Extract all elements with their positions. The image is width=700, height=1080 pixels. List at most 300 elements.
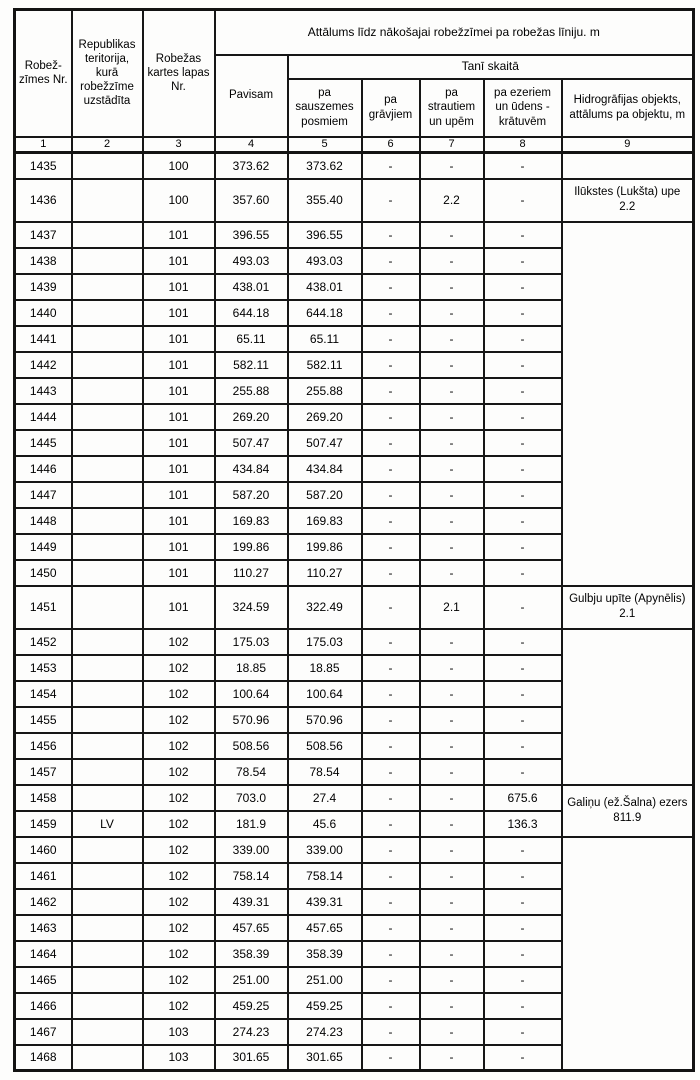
cell-streams: - bbox=[420, 889, 484, 915]
cell-map-sheet: 102 bbox=[143, 863, 215, 889]
cell-hydro-object: Galiņu (ež.Šalna) ezers 811.9 bbox=[562, 785, 694, 837]
cell-streams: - bbox=[420, 378, 484, 404]
cell-ditches: - bbox=[362, 300, 420, 326]
cell-land: 65.11 bbox=[288, 326, 362, 352]
cell-nr: 1462 bbox=[15, 889, 72, 915]
cell-nr: 1436 bbox=[15, 179, 72, 222]
cell-total: 434.84 bbox=[215, 456, 288, 482]
cell-streams: - bbox=[420, 1045, 484, 1071]
cell-lakes: - bbox=[484, 482, 562, 508]
cell-lakes: - bbox=[484, 733, 562, 759]
column-number: 5 bbox=[288, 137, 362, 153]
header-hydro: Hidrogrāfijas objekts, attālums pa objektu, m bbox=[562, 79, 694, 137]
cell-land: 355.40 bbox=[288, 179, 362, 222]
cell-territory bbox=[72, 378, 143, 404]
cell-total: 251.00 bbox=[215, 967, 288, 993]
table-row bbox=[15, 179, 694, 222]
cell-land: 27.4 bbox=[288, 785, 362, 811]
cell-lakes: - bbox=[484, 274, 562, 300]
cell-streams: - bbox=[420, 993, 484, 1019]
cell-lakes: - bbox=[484, 681, 562, 707]
cell-land: 758.14 bbox=[288, 863, 362, 889]
cell-total: 438.01 bbox=[215, 274, 288, 300]
cell-territory bbox=[72, 785, 143, 811]
cell-land: 570.96 bbox=[288, 707, 362, 733]
cell-territory bbox=[72, 837, 143, 863]
cell-territory bbox=[72, 326, 143, 352]
cell-nr: 1439 bbox=[15, 274, 72, 300]
cell-total: 493.03 bbox=[215, 248, 288, 274]
cell-streams: - bbox=[420, 655, 484, 681]
cell-nr: 1468 bbox=[15, 1045, 72, 1071]
cell-total: 301.65 bbox=[215, 1045, 288, 1071]
cell-lakes: - bbox=[484, 153, 562, 179]
cell-ditches: - bbox=[362, 586, 420, 629]
cell-streams: - bbox=[420, 508, 484, 534]
cell-map-sheet: 101 bbox=[143, 456, 215, 482]
cell-map-sheet: 101 bbox=[143, 352, 215, 378]
cell-lakes: - bbox=[484, 586, 562, 629]
cell-nr: 1441 bbox=[15, 326, 72, 352]
cell-land: 339.00 bbox=[288, 837, 362, 863]
cell-ditches: - bbox=[362, 993, 420, 1019]
column-number: 7 bbox=[420, 137, 484, 153]
cell-ditches: - bbox=[362, 915, 420, 941]
cell-lakes: - bbox=[484, 404, 562, 430]
cell-lakes: - bbox=[484, 456, 562, 482]
cell-map-sheet: 100 bbox=[143, 153, 215, 179]
cell-nr: 1450 bbox=[15, 560, 72, 586]
header-distance-group: Attālums līdz nākošajai robežzīmei pa robežas līniju. m bbox=[215, 10, 694, 55]
column-number: 9 bbox=[562, 137, 694, 153]
cell-nr: 1438 bbox=[15, 248, 72, 274]
cell-ditches: - bbox=[362, 1045, 420, 1071]
cell-total: 175.03 bbox=[215, 629, 288, 655]
cell-nr: 1464 bbox=[15, 941, 72, 967]
cell-territory bbox=[72, 534, 143, 560]
cell-nr: 1463 bbox=[15, 915, 72, 941]
cell-streams: - bbox=[420, 1019, 484, 1045]
cell-hydro-object bbox=[562, 153, 694, 179]
cell-total: 507.47 bbox=[215, 430, 288, 456]
cell-map-sheet: 101 bbox=[143, 404, 215, 430]
cell-streams: 2.2 bbox=[420, 179, 484, 222]
cell-territory bbox=[72, 889, 143, 915]
cell-map-sheet: 102 bbox=[143, 759, 215, 785]
cell-streams: - bbox=[420, 352, 484, 378]
table-body bbox=[15, 153, 694, 1071]
cell-land: 255.88 bbox=[288, 378, 362, 404]
cell-lakes: - bbox=[484, 534, 562, 560]
cell-map-sheet: 102 bbox=[143, 837, 215, 863]
cell-streams: - bbox=[420, 681, 484, 707]
cell-map-sheet: 101 bbox=[143, 482, 215, 508]
cell-ditches: - bbox=[362, 759, 420, 785]
cell-lakes: - bbox=[484, 655, 562, 681]
cell-territory bbox=[72, 482, 143, 508]
cell-map-sheet: 101 bbox=[143, 534, 215, 560]
cell-land: 508.56 bbox=[288, 733, 362, 759]
cell-ditches: - bbox=[362, 967, 420, 993]
cell-streams: - bbox=[420, 967, 484, 993]
cell-ditches: - bbox=[362, 560, 420, 586]
cell-territory bbox=[72, 153, 143, 179]
cell-lakes: - bbox=[484, 1045, 562, 1071]
cell-lakes: - bbox=[484, 915, 562, 941]
cell-lakes: - bbox=[484, 222, 562, 248]
cell-nr: 1446 bbox=[15, 456, 72, 482]
cell-nr: 1456 bbox=[15, 733, 72, 759]
cell-map-sheet: 102 bbox=[143, 993, 215, 1019]
cell-ditches: - bbox=[362, 681, 420, 707]
cell-streams: - bbox=[420, 300, 484, 326]
cell-nr: 1452 bbox=[15, 629, 72, 655]
cell-territory bbox=[72, 759, 143, 785]
table-row bbox=[15, 222, 694, 248]
cell-streams: - bbox=[420, 534, 484, 560]
column-number: 8 bbox=[484, 137, 562, 153]
cell-nr: 1437 bbox=[15, 222, 72, 248]
cell-ditches: - bbox=[362, 785, 420, 811]
table-row bbox=[15, 629, 694, 655]
cell-total: 373.62 bbox=[215, 153, 288, 179]
cell-nr: 1435 bbox=[15, 153, 72, 179]
cell-territory bbox=[72, 967, 143, 993]
cell-land: 274.23 bbox=[288, 1019, 362, 1045]
cell-land: 439.31 bbox=[288, 889, 362, 915]
cell-lakes: - bbox=[484, 352, 562, 378]
cell-total: 703.0 bbox=[215, 785, 288, 811]
cell-streams: - bbox=[420, 248, 484, 274]
cell-ditches: - bbox=[362, 153, 420, 179]
cell-territory bbox=[72, 863, 143, 889]
cell-land: 644.18 bbox=[288, 300, 362, 326]
column-number: 6 bbox=[362, 137, 420, 153]
cell-map-sheet: 101 bbox=[143, 222, 215, 248]
cell-streams: - bbox=[420, 482, 484, 508]
cell-land: 587.20 bbox=[288, 482, 362, 508]
header-row-group bbox=[15, 10, 694, 55]
cell-lakes: - bbox=[484, 430, 562, 456]
cell-hydro-object: Gulbju upīte (Apynēlis) 2.1 bbox=[562, 586, 694, 629]
cell-territory bbox=[72, 560, 143, 586]
cell-lakes: - bbox=[484, 378, 562, 404]
cell-streams: - bbox=[420, 733, 484, 759]
cell-ditches: - bbox=[362, 733, 420, 759]
cell-total: 199.86 bbox=[215, 534, 288, 560]
cell-ditches: - bbox=[362, 352, 420, 378]
cell-map-sheet: 101 bbox=[143, 326, 215, 352]
cell-total: 181.9 bbox=[215, 811, 288, 837]
cell-nr: 1458 bbox=[15, 785, 72, 811]
cell-hydro-object bbox=[562, 629, 694, 785]
column-number: 2 bbox=[72, 137, 143, 153]
cell-territory bbox=[72, 248, 143, 274]
cell-land: 169.83 bbox=[288, 508, 362, 534]
cell-streams: - bbox=[420, 629, 484, 655]
cell-territory bbox=[72, 993, 143, 1019]
cell-total: 18.85 bbox=[215, 655, 288, 681]
cell-land: 18.85 bbox=[288, 655, 362, 681]
cell-nr: 1445 bbox=[15, 430, 72, 456]
cell-total: 459.25 bbox=[215, 993, 288, 1019]
cell-land: 582.11 bbox=[288, 352, 362, 378]
table-row bbox=[15, 586, 694, 629]
cell-territory bbox=[72, 915, 143, 941]
cell-map-sheet: 101 bbox=[143, 248, 215, 274]
cell-ditches: - bbox=[362, 430, 420, 456]
cell-lakes: - bbox=[484, 993, 562, 1019]
cell-ditches: - bbox=[362, 404, 420, 430]
cell-streams: - bbox=[420, 863, 484, 889]
cell-ditches: - bbox=[362, 179, 420, 222]
cell-ditches: - bbox=[362, 456, 420, 482]
cell-map-sheet: 101 bbox=[143, 430, 215, 456]
cell-lakes: - bbox=[484, 560, 562, 586]
cell-lakes: - bbox=[484, 837, 562, 863]
cell-territory bbox=[72, 707, 143, 733]
cell-land: 507.47 bbox=[288, 430, 362, 456]
cell-ditches: - bbox=[362, 837, 420, 863]
header-ditches: pa grāvjiem bbox=[362, 79, 420, 137]
cell-ditches: - bbox=[362, 941, 420, 967]
column-number: 3 bbox=[143, 137, 215, 153]
cell-hydro-object bbox=[562, 222, 694, 586]
table-row bbox=[15, 153, 694, 179]
cell-map-sheet: 103 bbox=[143, 1045, 215, 1071]
cell-land: 269.20 bbox=[288, 404, 362, 430]
cell-lakes: - bbox=[484, 179, 562, 222]
cell-total: 758.14 bbox=[215, 863, 288, 889]
cell-lakes: 675.6 bbox=[484, 785, 562, 811]
cell-total: 274.23 bbox=[215, 1019, 288, 1045]
cell-map-sheet: 102 bbox=[143, 707, 215, 733]
cell-map-sheet: 102 bbox=[143, 915, 215, 941]
cell-territory bbox=[72, 941, 143, 967]
cell-lakes: - bbox=[484, 300, 562, 326]
cell-land: 100.64 bbox=[288, 681, 362, 707]
cell-nr: 1465 bbox=[15, 967, 72, 993]
cell-ditches: - bbox=[362, 378, 420, 404]
column-number: 1 bbox=[15, 137, 72, 153]
cell-land: 438.01 bbox=[288, 274, 362, 300]
cell-total: 78.54 bbox=[215, 759, 288, 785]
cell-total: 339.00 bbox=[215, 837, 288, 863]
cell-territory bbox=[72, 508, 143, 534]
cell-ditches: - bbox=[362, 508, 420, 534]
cell-lakes: - bbox=[484, 1019, 562, 1045]
cell-land: 199.86 bbox=[288, 534, 362, 560]
cell-ditches: - bbox=[362, 863, 420, 889]
cell-lakes: - bbox=[484, 248, 562, 274]
cell-territory bbox=[72, 222, 143, 248]
cell-ditches: - bbox=[362, 482, 420, 508]
cell-land: 175.03 bbox=[288, 629, 362, 655]
table-row bbox=[15, 837, 694, 863]
cell-nr: 1460 bbox=[15, 837, 72, 863]
cell-map-sheet: 101 bbox=[143, 378, 215, 404]
cell-streams: - bbox=[420, 759, 484, 785]
cell-map-sheet: 101 bbox=[143, 300, 215, 326]
cell-nr: 1440 bbox=[15, 300, 72, 326]
cell-territory bbox=[72, 179, 143, 222]
cell-ditches: - bbox=[362, 707, 420, 733]
cell-hydro-object: Ilūkstes (Lukšta) upe 2.2 bbox=[562, 179, 694, 222]
header-land: pa sauszemes posmiem bbox=[288, 79, 362, 137]
cell-streams: - bbox=[420, 837, 484, 863]
cell-territory bbox=[72, 456, 143, 482]
cell-ditches: - bbox=[362, 534, 420, 560]
header-total: Pavisam bbox=[215, 55, 288, 137]
cell-land: 434.84 bbox=[288, 456, 362, 482]
cell-ditches: - bbox=[362, 629, 420, 655]
cell-map-sheet: 102 bbox=[143, 811, 215, 837]
header-lakes: pa ezeriem un ūdens - krātuvēm bbox=[484, 79, 562, 137]
header-marker-nr: Robež-zīmes Nr. bbox=[15, 10, 72, 137]
cell-streams: - bbox=[420, 456, 484, 482]
cell-land: 251.00 bbox=[288, 967, 362, 993]
cell-land: 358.39 bbox=[288, 941, 362, 967]
cell-nr: 1447 bbox=[15, 482, 72, 508]
cell-hydro-object bbox=[562, 837, 694, 1071]
cell-total: 357.60 bbox=[215, 179, 288, 222]
cell-map-sheet: 103 bbox=[143, 1019, 215, 1045]
cell-streams: - bbox=[420, 222, 484, 248]
cell-nr: 1461 bbox=[15, 863, 72, 889]
column-number-row bbox=[15, 137, 694, 153]
cell-total: 65.11 bbox=[215, 326, 288, 352]
cell-total: 100.64 bbox=[215, 681, 288, 707]
cell-streams: - bbox=[420, 941, 484, 967]
cell-streams: - bbox=[420, 785, 484, 811]
cell-nr: 1449 bbox=[15, 534, 72, 560]
cell-territory bbox=[72, 430, 143, 456]
cell-total: 508.56 bbox=[215, 733, 288, 759]
cell-territory: LV bbox=[72, 811, 143, 837]
cell-lakes: - bbox=[484, 326, 562, 352]
cell-lakes: 136.3 bbox=[484, 811, 562, 837]
cell-territory bbox=[72, 300, 143, 326]
cell-nr: 1451 bbox=[15, 586, 72, 629]
cell-nr: 1443 bbox=[15, 378, 72, 404]
header-streams: pa strautiem un upēm bbox=[420, 79, 484, 137]
cell-nr: 1457 bbox=[15, 759, 72, 785]
cell-total: 169.83 bbox=[215, 508, 288, 534]
cell-total: 570.96 bbox=[215, 707, 288, 733]
cell-map-sheet: 102 bbox=[143, 889, 215, 915]
cell-map-sheet: 102 bbox=[143, 733, 215, 759]
cell-lakes: - bbox=[484, 967, 562, 993]
cell-total: 255.88 bbox=[215, 378, 288, 404]
cell-territory bbox=[72, 681, 143, 707]
cell-land: 301.65 bbox=[288, 1045, 362, 1071]
cell-nr: 1466 bbox=[15, 993, 72, 1019]
table-header bbox=[15, 10, 694, 153]
cell-streams: - bbox=[420, 811, 484, 837]
cell-streams: 2.1 bbox=[420, 586, 484, 629]
cell-lakes: - bbox=[484, 707, 562, 733]
cell-map-sheet: 102 bbox=[143, 785, 215, 811]
cell-streams: - bbox=[420, 915, 484, 941]
cell-streams: - bbox=[420, 274, 484, 300]
cell-territory bbox=[72, 274, 143, 300]
cell-ditches: - bbox=[362, 655, 420, 681]
cell-ditches: - bbox=[362, 326, 420, 352]
cell-total: 457.65 bbox=[215, 915, 288, 941]
cell-land: 322.49 bbox=[288, 586, 362, 629]
cell-ditches: - bbox=[362, 889, 420, 915]
cell-streams: - bbox=[420, 560, 484, 586]
cell-land: 459.25 bbox=[288, 993, 362, 1019]
cell-map-sheet: 101 bbox=[143, 508, 215, 534]
table-row bbox=[15, 785, 694, 811]
cell-nr: 1448 bbox=[15, 508, 72, 534]
cell-map-sheet: 100 bbox=[143, 179, 215, 222]
cell-territory bbox=[72, 1045, 143, 1071]
cell-ditches: - bbox=[362, 811, 420, 837]
cell-streams: - bbox=[420, 707, 484, 733]
cell-nr: 1442 bbox=[15, 352, 72, 378]
cell-lakes: - bbox=[484, 629, 562, 655]
cell-land: 45.6 bbox=[288, 811, 362, 837]
cell-map-sheet: 102 bbox=[143, 681, 215, 707]
header-territory: Republikas teritorija, kurā robežzīme uzstādīta bbox=[72, 10, 143, 137]
cell-streams: - bbox=[420, 404, 484, 430]
cell-lakes: - bbox=[484, 941, 562, 967]
cell-land: 78.54 bbox=[288, 759, 362, 785]
cell-territory bbox=[72, 629, 143, 655]
cell-nr: 1459 bbox=[15, 811, 72, 837]
cell-territory bbox=[72, 352, 143, 378]
cell-nr: 1453 bbox=[15, 655, 72, 681]
cell-nr: 1454 bbox=[15, 681, 72, 707]
header-of-which: Tanī skaitā bbox=[288, 55, 694, 79]
border-markers-table bbox=[13, 8, 695, 1072]
cell-territory bbox=[72, 1019, 143, 1045]
cell-nr: 1467 bbox=[15, 1019, 72, 1045]
cell-land: 110.27 bbox=[288, 560, 362, 586]
cell-total: 582.11 bbox=[215, 352, 288, 378]
cell-lakes: - bbox=[484, 889, 562, 915]
cell-territory bbox=[72, 404, 143, 430]
cell-land: 457.65 bbox=[288, 915, 362, 941]
cell-total: 644.18 bbox=[215, 300, 288, 326]
cell-total: 110.27 bbox=[215, 560, 288, 586]
cell-map-sheet: 102 bbox=[143, 967, 215, 993]
cell-territory bbox=[72, 655, 143, 681]
cell-land: 493.03 bbox=[288, 248, 362, 274]
cell-total: 396.55 bbox=[215, 222, 288, 248]
cell-ditches: - bbox=[362, 248, 420, 274]
cell-map-sheet: 101 bbox=[143, 274, 215, 300]
cell-map-sheet: 102 bbox=[143, 629, 215, 655]
cell-ditches: - bbox=[362, 222, 420, 248]
header-map-sheet: Robežas kartes lapas Nr. bbox=[143, 10, 215, 137]
cell-territory bbox=[72, 733, 143, 759]
cell-map-sheet: 102 bbox=[143, 655, 215, 681]
cell-total: 324.59 bbox=[215, 586, 288, 629]
cell-streams: - bbox=[420, 326, 484, 352]
column-number: 4 bbox=[215, 137, 288, 153]
cell-streams: - bbox=[420, 430, 484, 456]
cell-ditches: - bbox=[362, 1019, 420, 1045]
cell-nr: 1444 bbox=[15, 404, 72, 430]
cell-lakes: - bbox=[484, 508, 562, 534]
cell-total: 358.39 bbox=[215, 941, 288, 967]
cell-map-sheet: 101 bbox=[143, 586, 215, 629]
cell-map-sheet: 102 bbox=[143, 941, 215, 967]
cell-streams: - bbox=[420, 153, 484, 179]
